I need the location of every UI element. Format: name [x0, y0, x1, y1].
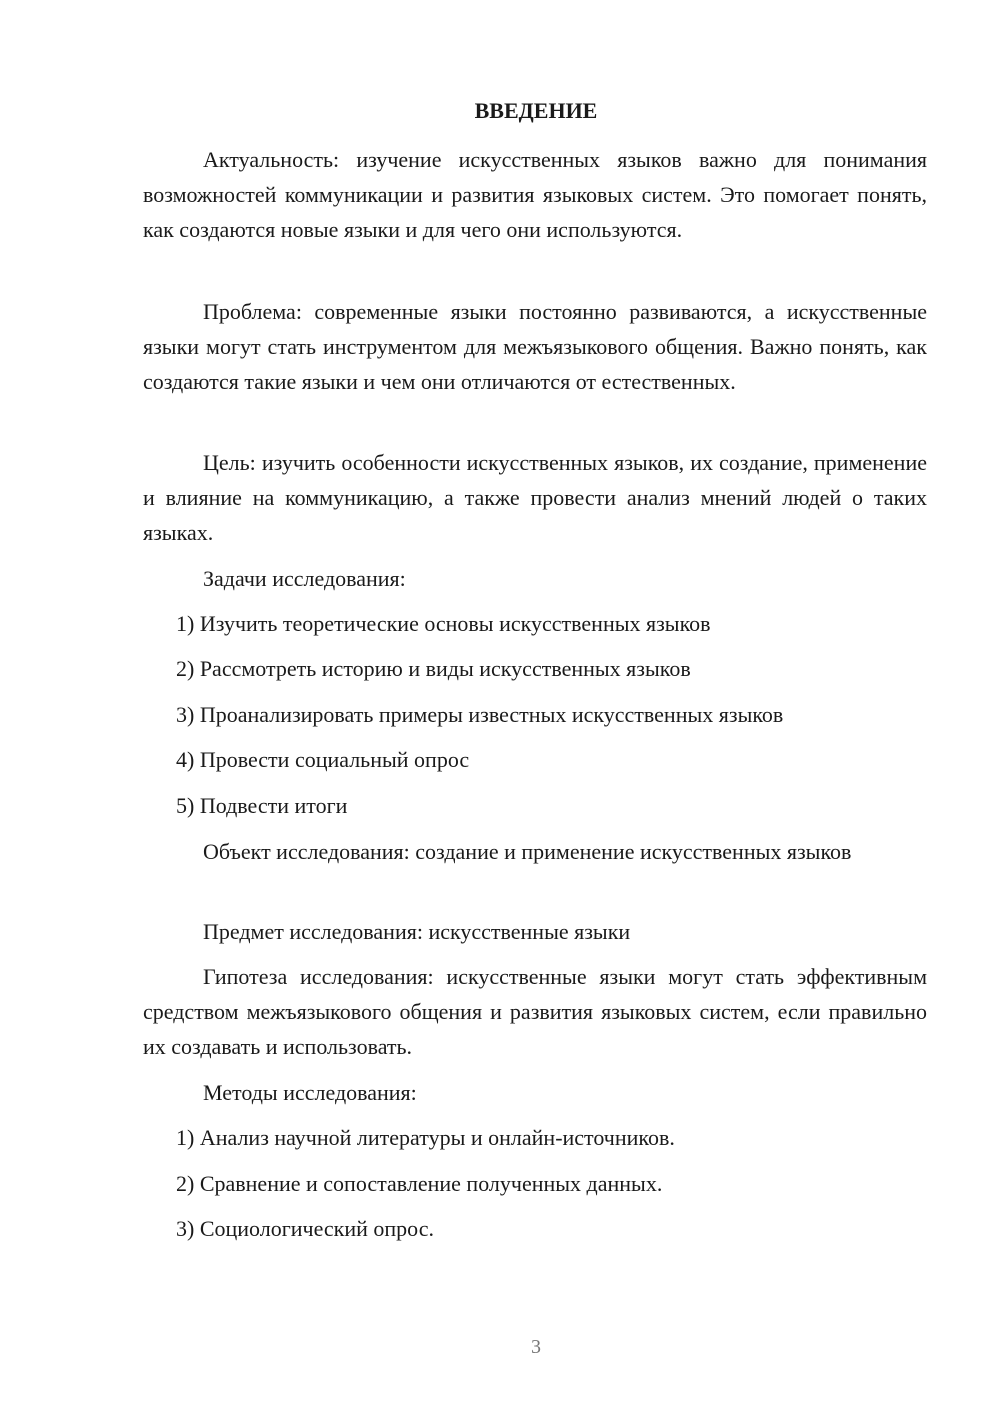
- task-item: 1) Изучить теоретические основы искусственных языков: [176, 611, 711, 636]
- subject-line: Предмет исследования: искусственные языки: [203, 919, 631, 944]
- relevance-paragraph: Актуальность: изучение искусственных языков важно для понимания возможностей коммуникации и развития языковых систем. Это помогает понять, как создаются новые языки и для чего они используются.: [143, 147, 927, 242]
- task-item: 4) Провести социальный опрос: [176, 747, 470, 772]
- tasks-heading: Задачи исследования:: [203, 566, 406, 591]
- problem-paragraph: Проблема: современные языки постоянно развиваются, а искусственные языки могут стать инструментом для межъязыкового общения. Важно понять, как создаются такие языки и чем они отличаются от естественных.: [143, 299, 927, 394]
- method-item: 1) Анализ научной литературы и онлайн-источников.: [176, 1125, 675, 1150]
- method-item: 3) Социологический опрос.: [176, 1216, 434, 1241]
- task-item: 2) Рассмотреть историю и виды искусственных языков: [176, 656, 691, 681]
- section-heading: ВВЕДЕНИЕ: [474, 98, 598, 123]
- object-paragraph: Объект исследования: создание и применение искусственных языков: [203, 839, 852, 864]
- methods-heading: Методы исследования:: [203, 1080, 417, 1105]
- task-item: 5) Подвести итоги: [176, 793, 348, 818]
- method-item: 2) Сравнение и сопоставление полученных данных.: [176, 1171, 663, 1196]
- page-number: 3: [531, 1336, 541, 1358]
- goal-paragraph: Цель: изучить особенности искусственных языков, их создание, применение и влияние на коммуникацию, а также провести анализ мнений людей о таких языках.: [143, 450, 927, 545]
- task-item: 3) Проанализировать примеры известных искусственных языков: [176, 702, 784, 727]
- hypothesis-paragraph: Гипотеза исследования: искусственные языки могут стать эффективным средством межъязыкового общения и развития языковых систем, если правильно их создавать и использовать.: [143, 964, 927, 1059]
